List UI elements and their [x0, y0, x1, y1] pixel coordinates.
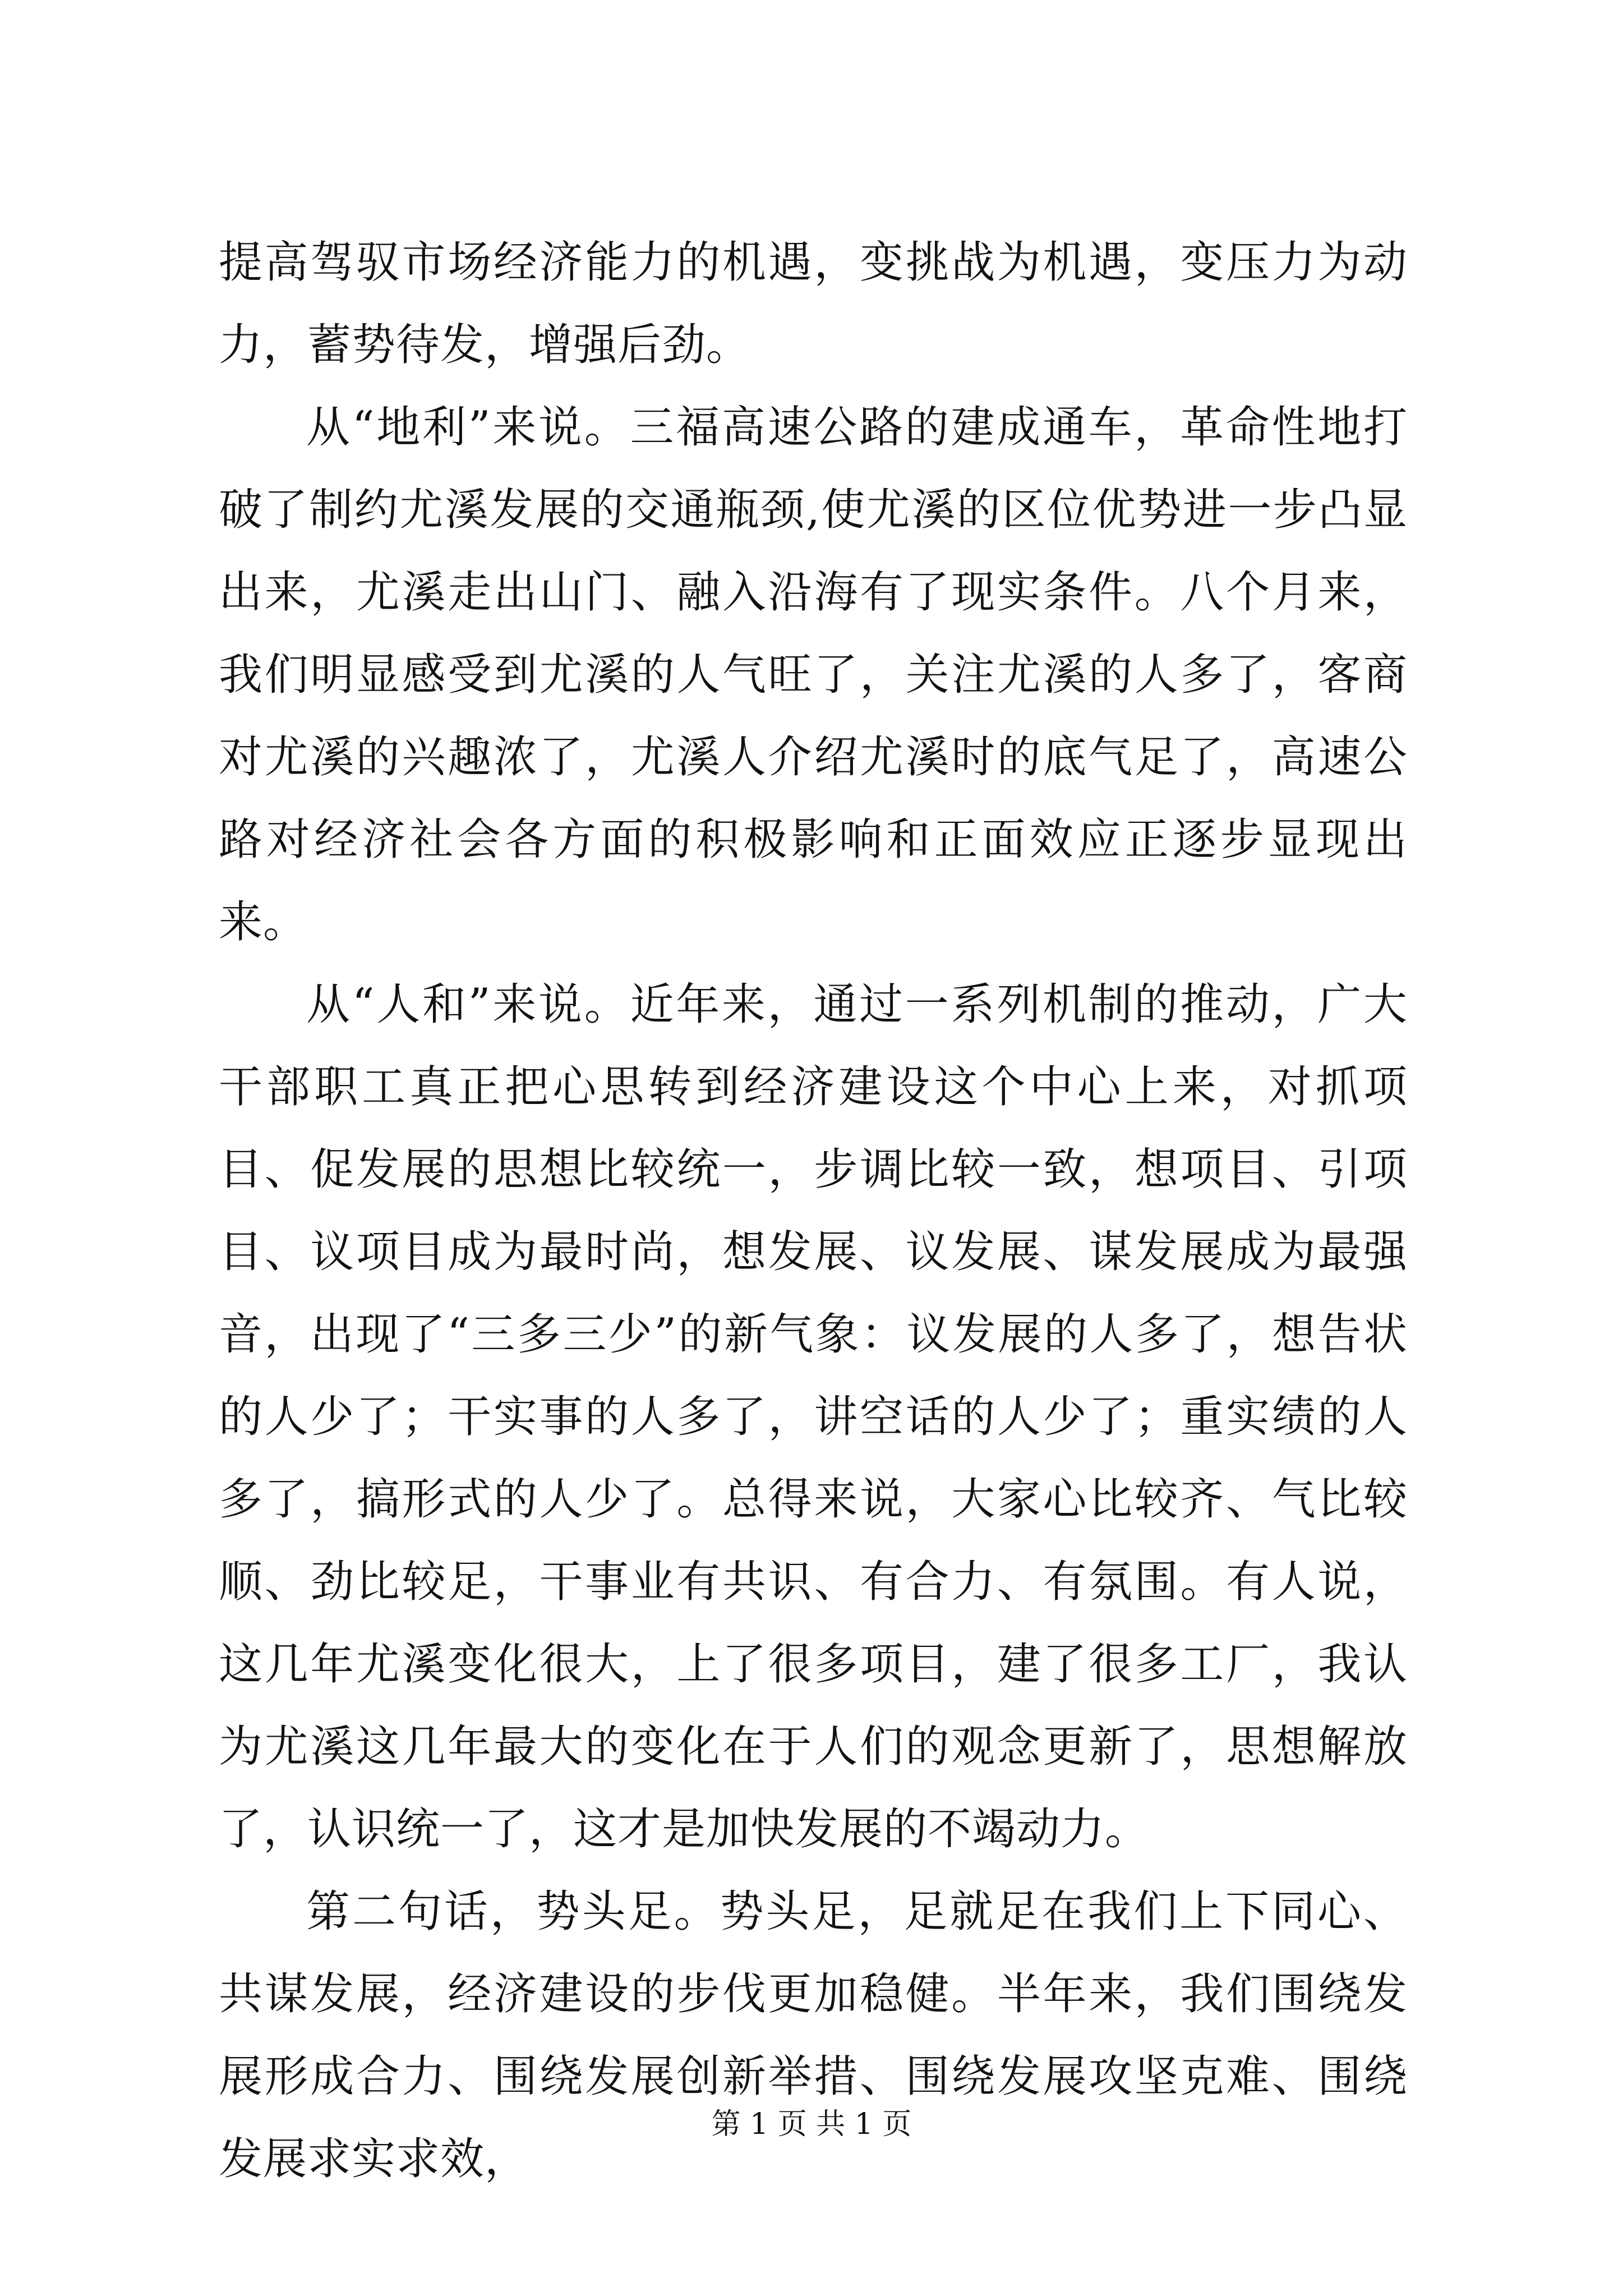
paragraph-3: 从“人和”来说。近年来，通过一系列机制的推动，广大干部职工真正把心思转到经济建设这个中心上来，对抓项目、促发展的思想比较统一，步调比较一致，想项目、引项目、议项目成为最时尚，想发展、议发展、谋发展成为最强音，出现了“三多三少”的新气象：议发展的人多了，想告状的人少了；干实事的人多了，讲空话的人少了；重实绩的人多了，搞形式的人少了。总得来说，大家心比较齐、气比较顺、劲比较足，干事业有共识、有合力、有氛围。有人说，这几年尤溪变化很大，上了很多项目，建了很多工厂，我认为尤溪这几年最大的变化在于人们的观念更新了，思想解放了，认识统一了，这才是加快发展的不竭动力。: [219, 979, 1408, 1855]
paragraph-4: 第二句话，势头足。势头足，足就足在我们上下同心、共谋发展，经济建设的步伐更加稳健。半年来，我们围绕发展形成合力、围绕发展创新举措、围绕发展攻坚克难、围绕发展求实求效，: [219, 1887, 1408, 2184]
document-body: [219, 222, 1408, 2201]
paragraph-2: 从“地利”来说。三福高速公路的建成通车，革命性地打破了制约尤溪发展的交通瓶颈,使尤溪的区位优势进一步凸显出来，尤溪走出山门、融入沿海有了现实条件。八个月来，我们明显感受到尤溪的人气旺了，关注尤溪的人多了，客商对尤溪的兴趣浓了，尤溪人介绍尤溪时的底气足了，高速公路对经济社会各方面的积极影响和正面效应正逐步显现出来。: [219, 402, 1408, 947]
paragraph-1: 提高驾驭市场经济能力的机遇，变挑战为机遇，变压力为动力，蓄势待发，增强后劲。: [219, 237, 1408, 370]
page-footer: 第 1 页 共 1 页: [711, 2108, 912, 2141]
